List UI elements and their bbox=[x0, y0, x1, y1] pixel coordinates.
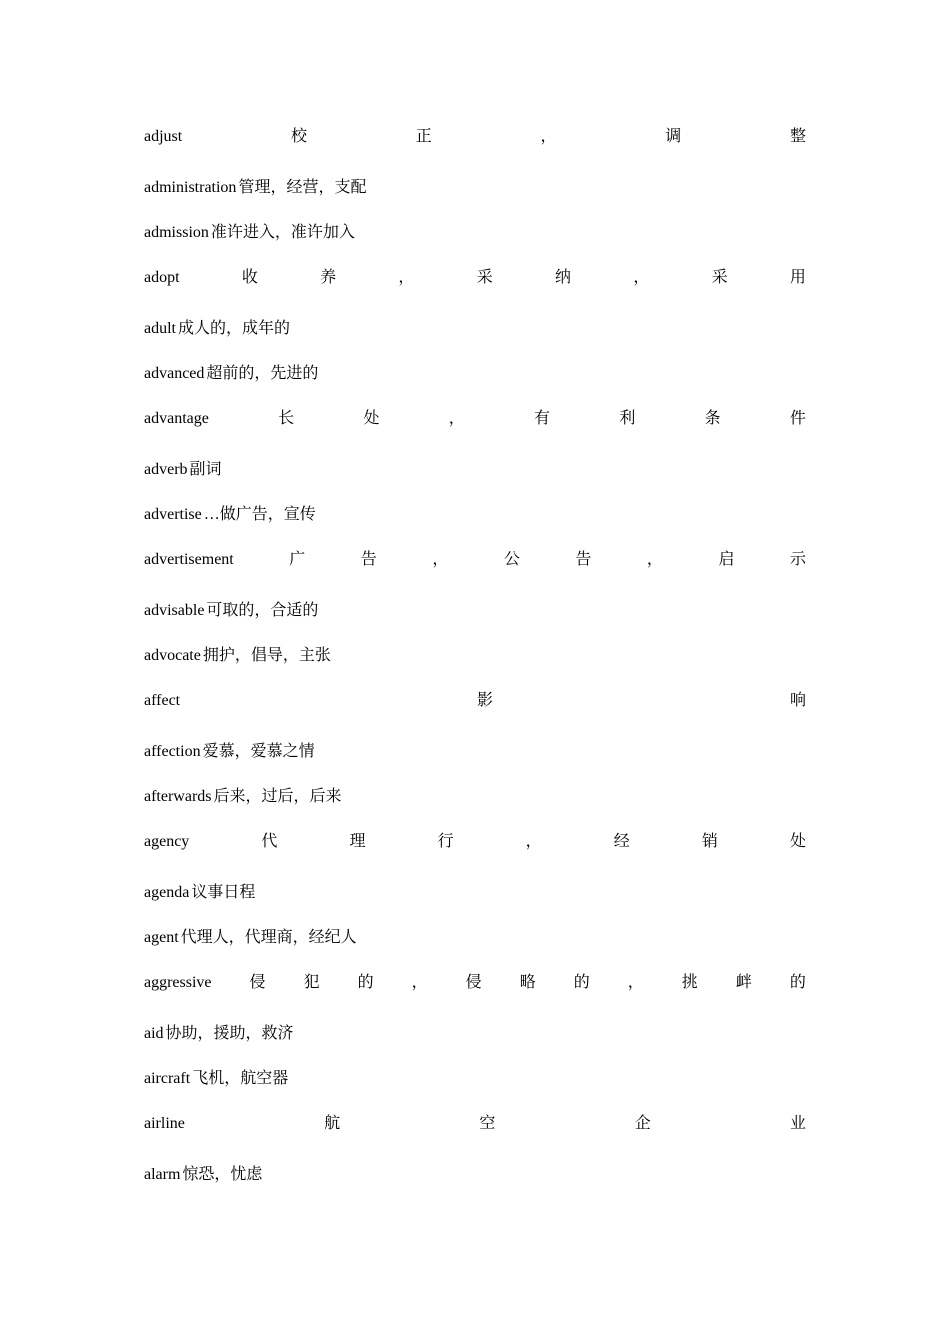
vocab-meaning: 准许进入，准许加入 bbox=[210, 224, 355, 241]
vocab-entry bbox=[144, 177, 806, 199]
vocab-meaning-char: 采 bbox=[476, 269, 493, 286]
vocab-meaning-char: 的 bbox=[357, 974, 374, 991]
vocab-meaning: …做广告，宣传 bbox=[203, 506, 316, 523]
vocab-meaning-char: 影 bbox=[477, 692, 494, 709]
vocab-meaning: 可取的，合适的 bbox=[206, 602, 319, 619]
vocab-meaning-char: 的 bbox=[573, 974, 590, 991]
vocab-meaning-char: 代 bbox=[261, 833, 278, 850]
vocab-word: advanced bbox=[144, 365, 205, 382]
vocab-meaning-char: 挑 bbox=[681, 974, 698, 991]
vocab-meaning-char: 响 bbox=[789, 692, 806, 709]
vocab-word: airline bbox=[144, 1115, 185, 1132]
vocab-meaning-char: ， bbox=[432, 551, 449, 568]
vocab-entry bbox=[144, 882, 806, 904]
vocab-meaning-char: 示 bbox=[789, 551, 806, 568]
vocab-meaning-char: 销 bbox=[701, 833, 718, 850]
vocab-meaning-char: 纳 bbox=[555, 269, 572, 286]
vocab-word: admission bbox=[144, 224, 209, 241]
vocab-entry bbox=[144, 318, 806, 340]
vocab-meaning: 成人的，成年的 bbox=[178, 320, 291, 337]
vocab-entry bbox=[144, 645, 806, 667]
vocab-word: agent bbox=[144, 929, 179, 946]
vocab-word: advantage bbox=[144, 410, 209, 427]
vocab-word: adopt bbox=[144, 269, 180, 286]
vocab-entry bbox=[144, 459, 806, 481]
vocab-meaning: 协助，援助，救济 bbox=[165, 1025, 294, 1042]
vocab-entry bbox=[144, 1023, 806, 1045]
vocab-meaning-char: 调 bbox=[665, 128, 682, 145]
vocab-entry bbox=[144, 222, 806, 244]
vocab-word: adverb bbox=[144, 461, 188, 478]
vocab-entry bbox=[144, 690, 806, 712]
vocab-meaning: 议事日程 bbox=[191, 884, 256, 901]
vocab-meaning-char: 企 bbox=[634, 1115, 651, 1132]
vocab-meaning-char: 衅 bbox=[735, 974, 752, 991]
vocab-meaning-char: ， bbox=[398, 269, 415, 286]
vocab-meaning-char: 经 bbox=[613, 833, 630, 850]
vocab-meaning-char: 校 bbox=[290, 128, 307, 145]
vocab-meaning-char: ， bbox=[448, 410, 465, 427]
vocab-meaning-char: ， bbox=[540, 128, 557, 145]
vocab-meaning: 后来，过后，后来 bbox=[213, 788, 342, 805]
vocab-meaning-char: 采 bbox=[711, 269, 728, 286]
vocab-entry bbox=[144, 549, 806, 571]
vocab-meaning-char: 公 bbox=[503, 551, 520, 568]
vocab-word: agenda bbox=[144, 884, 190, 901]
vocab-entry bbox=[144, 267, 806, 289]
vocab-meaning-char: 行 bbox=[437, 833, 454, 850]
vocab-meaning-char: 有 bbox=[534, 410, 551, 427]
vocab-word: afterwards bbox=[144, 788, 212, 805]
vocab-meaning: 超前的，先进的 bbox=[206, 365, 319, 382]
vocab-meaning-char: 件 bbox=[789, 410, 806, 427]
vocab-word: administration bbox=[144, 179, 237, 196]
vocab-meaning-char: 养 bbox=[320, 269, 337, 286]
vocab-meaning: 副词 bbox=[189, 461, 222, 478]
vocab-entry bbox=[144, 363, 806, 385]
vocab-meaning-char: 处 bbox=[789, 833, 806, 850]
vocab-meaning-char: 处 bbox=[363, 410, 380, 427]
vocab-meaning: 拥护，倡导，主张 bbox=[202, 647, 331, 664]
vocab-entry bbox=[144, 741, 806, 763]
vocab-meaning-char: 告 bbox=[575, 551, 592, 568]
vocab-meaning-char: 侵 bbox=[249, 974, 266, 991]
vocab-meaning-char: 空 bbox=[479, 1115, 496, 1132]
vocab-entry bbox=[144, 831, 806, 853]
vocab-meaning-char: 启 bbox=[718, 551, 735, 568]
vocab-meaning-char: 犯 bbox=[303, 974, 320, 991]
vocab-entry bbox=[144, 927, 806, 949]
vocab-entry bbox=[144, 1113, 806, 1135]
vocab-entry bbox=[144, 972, 806, 994]
vocab-entry bbox=[144, 600, 806, 622]
vocab-word: affection bbox=[144, 743, 201, 760]
vocab-meaning-char: 理 bbox=[349, 833, 366, 850]
vocab-meaning: 爱慕，爱慕之情 bbox=[202, 743, 315, 760]
vocab-word: aid bbox=[144, 1025, 164, 1042]
vocab-entry bbox=[144, 126, 806, 148]
vocab-meaning: 代理人，代理商，经纪人 bbox=[180, 929, 357, 946]
vocab-meaning-char: ， bbox=[525, 833, 542, 850]
vocab-meaning: 惊恐，忧虑 bbox=[182, 1166, 263, 1183]
vocab-meaning-char: 收 bbox=[241, 269, 258, 286]
vocab-meaning-char: 的 bbox=[789, 974, 806, 991]
vocab-meaning-char: 侵 bbox=[465, 974, 482, 991]
vocab-meaning-char: ， bbox=[633, 269, 650, 286]
vocab-word: adult bbox=[144, 320, 176, 337]
vocab-meaning-char: 长 bbox=[278, 410, 295, 427]
vocab-meaning-char: ， bbox=[411, 974, 428, 991]
vocab-meaning-char: 整 bbox=[789, 128, 806, 145]
vocab-meaning-char: 条 bbox=[704, 410, 721, 427]
vocab-meaning-char: 广 bbox=[289, 551, 306, 568]
vocab-entry bbox=[144, 504, 806, 526]
vocab-entry bbox=[144, 786, 806, 808]
vocab-word: aggressive bbox=[144, 974, 212, 991]
vocab-meaning: 飞机，航空器 bbox=[192, 1070, 289, 1087]
vocab-meaning-char: ， bbox=[627, 974, 644, 991]
vocab-meaning-char: 正 bbox=[415, 128, 432, 145]
vocab-word: affect bbox=[144, 692, 181, 709]
vocab-meaning-char: 航 bbox=[324, 1115, 341, 1132]
vocab-word: advertisement bbox=[144, 551, 234, 568]
vocab-meaning-char: 业 bbox=[789, 1115, 806, 1132]
vocab-meaning-char: 略 bbox=[519, 974, 536, 991]
vocab-entry bbox=[144, 1068, 806, 1090]
vocab-word: adjust bbox=[144, 128, 183, 145]
vocab-meaning-char: 告 bbox=[360, 551, 377, 568]
vocab-word: alarm bbox=[144, 1166, 181, 1183]
vocab-word: agency bbox=[144, 833, 190, 850]
vocab-word: aircraft bbox=[144, 1070, 191, 1087]
vocab-meaning-char: 利 bbox=[619, 410, 636, 427]
vocab-word: advocate bbox=[144, 647, 201, 664]
vocab-word: advisable bbox=[144, 602, 205, 619]
vocab-meaning-char: ， bbox=[646, 551, 663, 568]
vocab-word: advertise bbox=[144, 506, 202, 523]
vocab-meaning-char: 用 bbox=[789, 269, 806, 286]
vocab-entry bbox=[144, 408, 806, 430]
vocab-entry bbox=[144, 1164, 806, 1186]
vocab-meaning: 管理，经营，支配 bbox=[238, 179, 367, 196]
